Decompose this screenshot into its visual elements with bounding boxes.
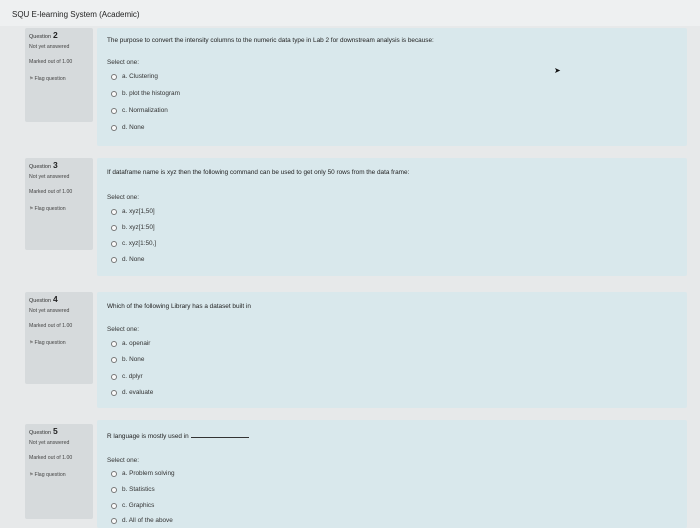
question-marks: Marked out of 1.00 [29, 189, 73, 195]
answer-option-d[interactable]: d. None [111, 124, 144, 131]
question-state: Not yet answered [29, 174, 70, 180]
answer-option-a[interactable]: a. openair [111, 340, 150, 347]
flag-icon: ⚑ [29, 472, 34, 478]
flag-icon: ⚑ [29, 76, 34, 82]
question-info [25, 424, 93, 519]
radio-button[interactable] [111, 390, 117, 396]
radio-button[interactable] [111, 357, 117, 363]
radio-button[interactable] [111, 518, 117, 524]
question-content [97, 158, 687, 276]
flag-question-link[interactable]: ⚑ Flag question [29, 76, 66, 82]
question-number: Question 3 [29, 160, 58, 170]
select-one-prompt: Select one: [107, 59, 139, 66]
question-info [25, 28, 93, 122]
answer-option-b[interactable]: b. Statistics [111, 486, 155, 493]
radio-button[interactable] [111, 241, 117, 247]
mouse-pointer-icon: ➤ [554, 66, 561, 75]
question-marks: Marked out of 1.00 [29, 59, 73, 65]
answer-option-a[interactable]: a. Clustering [111, 73, 158, 80]
select-one-prompt: Select one: [107, 457, 139, 464]
answer-option-d[interactable]: d. None [111, 256, 144, 263]
radio-button[interactable] [111, 108, 117, 114]
question-number: Question 5 [29, 426, 58, 436]
question-marks: Marked out of 1.00 [29, 323, 73, 329]
answer-option-c[interactable]: c. dplyr [111, 373, 143, 380]
top-bar [0, 0, 700, 26]
answer-option-c[interactable]: c. xyz[1:50,] [111, 240, 156, 247]
question-state: Not yet answered [29, 440, 70, 446]
flag-question-link[interactable]: ⚑ Flag question [29, 472, 66, 478]
answer-option-a[interactable]: a. Problem solving [111, 470, 175, 477]
answer-option-d[interactable]: d. All of the above [111, 517, 173, 524]
flag-icon: ⚑ [29, 206, 34, 212]
question-content [97, 292, 687, 408]
radio-button[interactable] [111, 125, 117, 131]
question-info [25, 158, 93, 250]
radio-button[interactable] [111, 209, 117, 215]
question-content [97, 420, 687, 528]
radio-button[interactable] [111, 225, 117, 231]
select-one-prompt: Select one: [107, 326, 139, 333]
answer-option-c[interactable]: c. Graphics [111, 502, 154, 509]
select-one-prompt: Select one: [107, 194, 139, 201]
answer-option-a[interactable]: a. xyz[1,50] [111, 208, 155, 215]
question-info [25, 292, 93, 384]
radio-button[interactable] [111, 503, 117, 509]
answer-option-b[interactable]: b. None [111, 356, 144, 363]
question-marks: Marked out of 1.00 [29, 455, 73, 461]
radio-button[interactable] [111, 74, 117, 80]
page-title: SQU E-learning System (Academic) [12, 10, 140, 19]
radio-button[interactable] [111, 374, 117, 380]
answer-option-b[interactable]: b. xyz[1:50] [111, 224, 155, 231]
question-number: Question 2 [29, 30, 58, 40]
question-content [97, 28, 687, 146]
answer-option-c[interactable]: c. Normalization [111, 107, 168, 114]
radio-button[interactable] [111, 487, 117, 493]
question-state: Not yet answered [29, 308, 70, 314]
answer-option-d[interactable]: d. evaluate [111, 389, 153, 396]
radio-button[interactable] [111, 257, 117, 263]
question-text: If dataframe name is xyz then the following command can be used to get only 50 rows from the data frame: [107, 169, 410, 176]
question-text: The purpose to convert the intensity columns to the numeric data type in Lab 2 for downstream analysis is because: [107, 37, 434, 44]
radio-button[interactable] [111, 471, 117, 477]
question-text: R language is mostly used in [107, 433, 249, 440]
fill-blank-line [191, 437, 249, 438]
answer-option-b[interactable]: b. plot the histogram [111, 90, 180, 97]
radio-button[interactable] [111, 341, 117, 347]
question-text: Which of the following Library has a dataset built in [107, 303, 251, 310]
radio-button[interactable] [111, 91, 117, 97]
question-number: Question 4 [29, 294, 58, 304]
flag-icon: ⚑ [29, 340, 34, 346]
flag-question-link[interactable]: ⚑ Flag question [29, 206, 66, 212]
question-state: Not yet answered [29, 44, 70, 50]
flag-question-link[interactable]: ⚑ Flag question [29, 340, 66, 346]
